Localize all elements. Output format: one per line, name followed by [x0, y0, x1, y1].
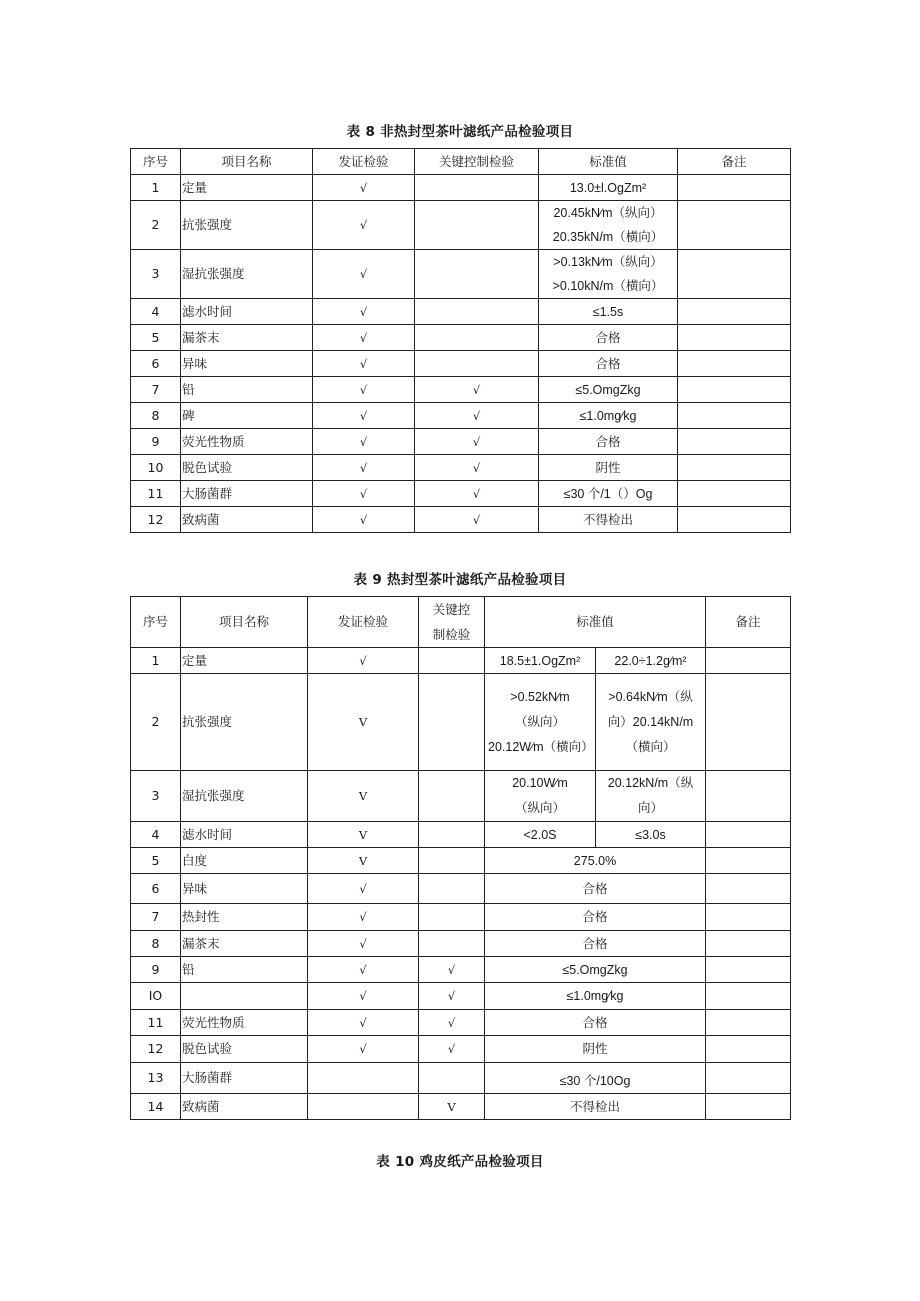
row-std	[539, 325, 678, 351]
row-no: 8	[131, 403, 181, 429]
row-cert: √	[313, 299, 415, 325]
row-name: 漏茶末	[181, 325, 313, 351]
row-key	[415, 201, 539, 250]
std-line: >0.10kN/m（横向）	[552, 279, 664, 293]
table-header-row	[131, 149, 791, 175]
row-note	[706, 1094, 791, 1120]
table-row	[131, 429, 791, 455]
row-cert: √	[313, 481, 415, 507]
row-key	[415, 325, 539, 351]
std-line: 向）	[638, 801, 664, 815]
header-name: 项目名称	[181, 597, 308, 648]
row-note	[706, 848, 791, 874]
row-cert: √	[308, 874, 419, 904]
std-line: 向）20.14kN/m	[607, 714, 694, 729]
row-key: √	[419, 983, 485, 1010]
row-key: V	[419, 1094, 485, 1120]
row-key	[419, 822, 485, 848]
table-row	[131, 1094, 791, 1120]
row-name: 致病菌	[181, 1094, 308, 1120]
row-no: 5	[131, 325, 181, 351]
std-line: 20.10W∕m	[512, 776, 568, 790]
row-key: √	[415, 429, 539, 455]
row-std: 275.0%	[485, 848, 706, 874]
row-key: √	[419, 957, 485, 983]
std-line: ≤1.0mg∕kg	[579, 408, 637, 423]
row-std: ≤5.OmgZkg	[485, 957, 706, 983]
table-row	[131, 904, 791, 931]
std-line: ≤5.OmgZkg	[575, 382, 641, 397]
row-no: 11	[131, 481, 181, 507]
row-std	[539, 201, 678, 250]
row-name: 湿抗张强度	[181, 250, 313, 299]
row-name: 定量	[181, 648, 308, 674]
row-note	[706, 674, 791, 771]
row-key	[415, 351, 539, 377]
std-line: >0.64kN∕m（纵	[608, 689, 693, 704]
row-no: 6	[131, 351, 181, 377]
row-no: 11	[131, 1010, 181, 1036]
std-line: 合格	[595, 356, 621, 371]
row-std-a	[485, 771, 596, 822]
header-no: 序号	[131, 597, 181, 648]
header-no: 序号	[131, 149, 181, 175]
row-name: 铅	[181, 377, 313, 403]
row-std: 合格	[485, 1010, 706, 1036]
table-row	[131, 822, 791, 848]
row-no: 7	[131, 377, 181, 403]
row-key	[415, 250, 539, 299]
row-std	[539, 250, 678, 299]
std-line: 13.0±l.OgZm²	[569, 180, 647, 195]
table8	[130, 148, 791, 533]
std-line: 不得检出	[582, 512, 633, 527]
row-std	[539, 403, 678, 429]
header-key	[419, 597, 485, 648]
row-name: 抗张强度	[181, 201, 313, 250]
std-line: >0.13kN∕m（纵向）	[553, 255, 663, 269]
row-name: 热封性	[181, 904, 308, 931]
row-no: 9	[131, 957, 181, 983]
header-key: 关键控制检验	[415, 149, 539, 175]
row-note	[706, 1010, 791, 1036]
header-note: 备注	[678, 149, 791, 175]
row-name: 异味	[181, 874, 308, 904]
row-cert: V	[308, 848, 419, 874]
row-name: 碑	[181, 403, 313, 429]
row-name: 脱色试验	[181, 1036, 308, 1063]
row-std: 合格	[485, 874, 706, 904]
row-name: 白度	[181, 848, 308, 874]
row-no: 5	[131, 848, 181, 874]
std-line: （纵向）	[514, 801, 565, 815]
row-no: 2	[131, 201, 181, 250]
row-note	[706, 1063, 791, 1094]
header-name: 项目名称	[181, 149, 313, 175]
table-row	[131, 771, 791, 822]
row-name: 致病菌	[181, 507, 313, 533]
row-name: 湿抗张强度	[181, 771, 308, 822]
row-cert: √	[313, 377, 415, 403]
row-name: 抗张强度	[181, 674, 308, 771]
row-name: 荧光性物质	[181, 429, 313, 455]
table-row	[131, 175, 791, 201]
row-std	[539, 351, 678, 377]
row-note	[706, 983, 791, 1010]
table-row	[131, 983, 791, 1010]
std-line: （纵向）	[514, 714, 565, 729]
row-std	[539, 507, 678, 533]
table-row	[131, 848, 791, 874]
row-key: √	[419, 1036, 485, 1063]
row-no: 4	[131, 822, 181, 848]
table-row	[131, 455, 791, 481]
row-note	[678, 299, 791, 325]
table10-title: 表 10 鸡皮纸产品检验项目	[376, 1154, 544, 1170]
row-cert: √	[313, 351, 415, 377]
row-cert: √	[308, 904, 419, 931]
row-std: ≤30 个/10Og	[485, 1063, 706, 1094]
header-key-line: 关键控	[432, 602, 471, 617]
row-no: 12	[131, 1036, 181, 1063]
row-no: 4	[131, 299, 181, 325]
row-std	[539, 377, 678, 403]
row-note	[678, 455, 791, 481]
table-row	[131, 648, 791, 674]
row-note	[706, 957, 791, 983]
row-cert: √	[313, 429, 415, 455]
table9-title: 表 9 热封型茶叶滤纸产品检验项目	[353, 572, 567, 588]
row-cert: √	[313, 507, 415, 533]
row-name: 大肠菌群	[181, 1063, 308, 1094]
table-row	[131, 507, 791, 533]
row-std: ≤1.0mg∕kg	[485, 983, 706, 1010]
row-note	[678, 481, 791, 507]
row-no: 1	[131, 175, 181, 201]
header-std: 标准值	[539, 149, 678, 175]
row-std: 阴性	[485, 1036, 706, 1063]
header-cert: 发证检验	[313, 149, 415, 175]
table-row	[131, 325, 791, 351]
row-std-a: <2.0S	[485, 822, 596, 848]
row-key: √	[419, 1010, 485, 1036]
std-line: 20.45kN∕m（纵向）	[553, 206, 663, 220]
row-cert: √	[313, 250, 415, 299]
row-note	[678, 507, 791, 533]
table-row	[131, 351, 791, 377]
table-row	[131, 481, 791, 507]
row-key	[419, 931, 485, 957]
row-note	[678, 351, 791, 377]
row-no: 6	[131, 874, 181, 904]
row-std-b	[596, 674, 706, 771]
table9	[130, 596, 791, 1120]
row-name: 漏茶末	[181, 931, 308, 957]
std-line: 20.12W∕m（横向）	[488, 739, 594, 754]
row-no: 3	[131, 771, 181, 822]
row-key	[419, 648, 485, 674]
header-std: 标准值	[485, 597, 706, 648]
row-cert: √	[308, 957, 419, 983]
std-line: 阴性	[595, 460, 621, 475]
row-name	[181, 983, 308, 1010]
table-row	[131, 957, 791, 983]
row-std-b: ≤3.0s	[596, 822, 706, 848]
std-line: （横向）	[625, 739, 676, 754]
row-no: 3	[131, 250, 181, 299]
row-note	[678, 175, 791, 201]
row-note	[706, 931, 791, 957]
row-no: 14	[131, 1094, 181, 1120]
row-std: 合格	[485, 931, 706, 957]
row-key	[419, 1063, 485, 1094]
row-no: 9	[131, 429, 181, 455]
std-line: ≤30 个/1（）Og	[563, 486, 653, 501]
row-cert	[308, 1094, 419, 1120]
table-row	[131, 874, 791, 904]
row-cert: √	[313, 403, 415, 429]
row-cert	[308, 1063, 419, 1094]
row-key	[419, 848, 485, 874]
row-key: √	[415, 481, 539, 507]
row-std-a	[485, 674, 596, 771]
row-key: √	[415, 377, 539, 403]
row-note	[706, 874, 791, 904]
row-name: 荧光性物质	[181, 1010, 308, 1036]
row-name: 异味	[181, 351, 313, 377]
row-no: 1	[131, 648, 181, 674]
row-note	[678, 201, 791, 250]
row-cert: √	[313, 175, 415, 201]
std-line: 合格	[595, 330, 621, 345]
row-name: 脱色试验	[181, 455, 313, 481]
table-row	[131, 403, 791, 429]
row-no: 12	[131, 507, 181, 533]
std-line: >0.52kN∕m	[510, 689, 570, 704]
row-note	[706, 648, 791, 674]
std-line: ≤1.5s	[592, 304, 624, 319]
row-key: √	[415, 507, 539, 533]
row-key	[415, 175, 539, 201]
table-row	[131, 299, 791, 325]
row-cert: √	[313, 455, 415, 481]
row-name: 滤水时间	[181, 299, 313, 325]
std-line: 20.35kN/m（横向）	[552, 230, 664, 244]
table8-title: 表 8 非热封型茶叶滤纸产品检验项目	[346, 124, 574, 140]
row-no: IO	[131, 983, 181, 1010]
row-note	[678, 377, 791, 403]
row-name: 定量	[181, 175, 313, 201]
row-cert: √	[313, 325, 415, 351]
row-cert: √	[313, 201, 415, 250]
row-note	[706, 904, 791, 931]
table-row	[131, 931, 791, 957]
table-header-row	[131, 597, 791, 648]
row-std	[539, 481, 678, 507]
row-key	[415, 299, 539, 325]
row-note	[678, 429, 791, 455]
row-no: 10	[131, 455, 181, 481]
row-cert: √	[308, 1036, 419, 1063]
row-std	[539, 455, 678, 481]
row-std-b	[596, 771, 706, 822]
row-no: 13	[131, 1063, 181, 1094]
std-line: 合格	[595, 434, 621, 449]
row-name: 铅	[181, 957, 308, 983]
row-cert: √	[308, 931, 419, 957]
row-no: 2	[131, 674, 181, 771]
std-line: 20.12kN/m（纵	[607, 776, 694, 790]
header-note: 备注	[706, 597, 791, 648]
row-note	[706, 822, 791, 848]
row-name: 滤水时间	[181, 822, 308, 848]
row-note	[706, 771, 791, 822]
row-key	[419, 674, 485, 771]
row-no: 8	[131, 931, 181, 957]
row-cert: √	[308, 983, 419, 1010]
row-note	[678, 403, 791, 429]
row-key	[419, 904, 485, 931]
row-note	[678, 325, 791, 351]
row-cert: √	[308, 1010, 419, 1036]
row-std	[539, 299, 678, 325]
row-key: √	[415, 455, 539, 481]
row-std	[539, 175, 678, 201]
table-row	[131, 1010, 791, 1036]
row-std	[539, 429, 678, 455]
row-cert: V	[308, 822, 419, 848]
row-note	[678, 250, 791, 299]
row-cert: V	[308, 771, 419, 822]
row-cert: √	[308, 648, 419, 674]
row-cert: V	[308, 674, 419, 771]
table-row	[131, 674, 791, 771]
table-row	[131, 1063, 791, 1094]
row-key	[419, 771, 485, 822]
header-key-line: 制检验	[432, 627, 471, 642]
table-row	[131, 250, 791, 299]
row-no: 7	[131, 904, 181, 931]
row-note	[706, 1036, 791, 1063]
row-std-a: 18.5±1.OgZm²	[485, 648, 596, 674]
row-std-b: 22.0÷1.2g∕m²	[596, 648, 706, 674]
table-row	[131, 201, 791, 250]
row-std: 合格	[485, 904, 706, 931]
row-key: √	[415, 403, 539, 429]
table-row	[131, 377, 791, 403]
row-name: 大肠菌群	[181, 481, 313, 507]
row-key	[419, 874, 485, 904]
header-cert: 发证检验	[308, 597, 419, 648]
row-std: 不得检出	[485, 1094, 706, 1120]
table-row	[131, 1036, 791, 1063]
